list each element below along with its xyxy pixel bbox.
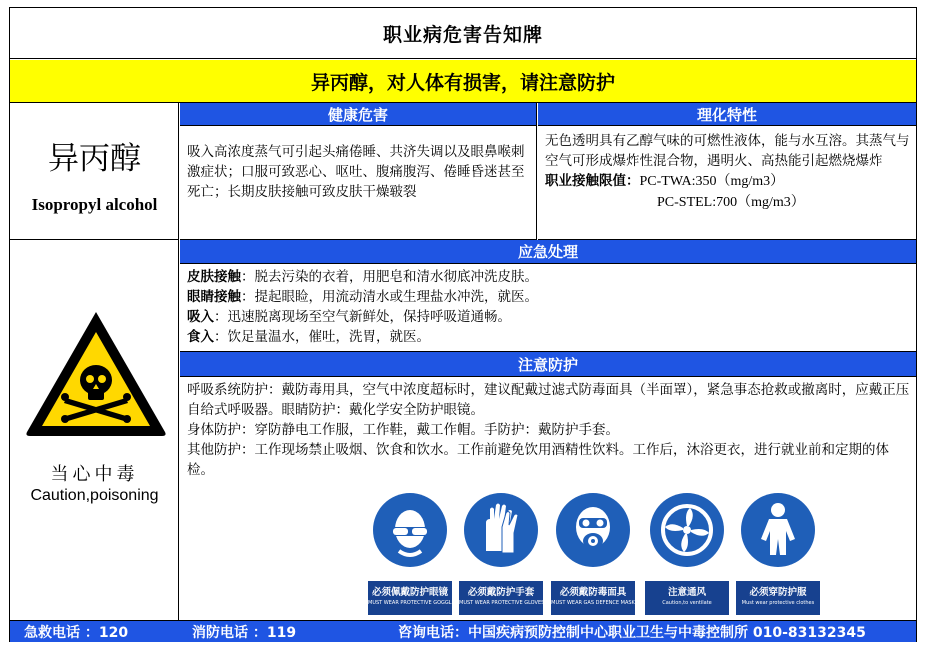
substance-name-cell <box>10 103 179 240</box>
fire-phone: 消防电话 ：119 <box>192 624 297 641</box>
ppe-sign-ventilation: 注意通风 Caution,to ventilate <box>645 493 729 616</box>
ventilation-icon <box>650 493 724 567</box>
health-hazard-header: 健康危害 <box>180 103 537 126</box>
emergency-content <box>180 264 916 352</box>
substance-name-en: Isopropyl alcohol <box>31 195 158 214</box>
health-hazard-text: 吸入高浓度蒸气可引起头痛倦睡、共济失调以及眼鼻喉刺激症状；口服可致恶心、呕吐、腹痛腹泻、倦睡昏迷甚至死亡；长期皮肤接触可致皮肤干燥皲裂 <box>180 126 537 240</box>
physical-properties-text: 无色透明具有乙醇气味的可燃性液体，能与水互溶。其蒸气与空气可形成爆炸性混合物，遇明火、高热能引起燃烧爆炸 <box>545 133 910 169</box>
warning-banner: 异丙醇，对人体有损害，请注意防护 <box>10 60 916 103</box>
emergency-item: 眼睛接触：提起眼睑，用流动清水或生理盐水冲洗，就医。 <box>187 289 538 305</box>
limit-twa: PC-TWA:350（mg/m3） <box>639 174 785 189</box>
gas-mask-icon <box>556 493 630 567</box>
goggles-icon <box>373 493 447 567</box>
ppe-sign-gas-mask: 必须戴防毒面具 MUST WEAR GAS DEFENCE MASK <box>551 493 635 616</box>
first-aid-phone: 急救电话 ：120 <box>24 624 129 641</box>
hazard-sign-cell <box>10 240 179 620</box>
consult-phone: 咨询电话：中国疾病预防控制中心职业卫生与中毒控制所 010-83132345 <box>398 624 866 641</box>
ppe-sign-protective-suit: 必须穿防护服 Must wear protective clothes <box>736 493 820 616</box>
ppe-sign-gloves: 必须戴防护手套 MUST WEAR PROTECTIVE GLOVES <box>459 493 543 616</box>
protection-line: 其他防护：工作现场禁止吸烟、饮食和饮水。工作前避免饮用酒精性饮料。工作后，沐浴更衣，进行就业前和定期的体检。 <box>187 442 889 478</box>
emergency-item: 食入：饮足量温水，催吐，洗胃，就医。 <box>187 329 430 345</box>
physical-properties-cell <box>538 126 916 240</box>
substance-name-cn: 异丙醇 <box>48 141 141 177</box>
protection-content <box>180 377 916 489</box>
protection-header: 注意防护 <box>180 352 916 377</box>
hazard-sign-cn: 当心中毒 <box>50 464 139 485</box>
protection-line: 呼吸系统防护：戴防毒用具，空气中浓度超标时，建议配戴过滤式防毒面具（半面罩），紧急事态抢救或撤离时，应戴正压自给式呼吸器。眼睛防护：戴化学安全防护眼镜。 <box>187 382 910 418</box>
protective-suit-icon <box>741 493 815 567</box>
hazard-sign-en: Caution,poisoning <box>30 487 159 504</box>
limit-stel: PC-STEL:700（mg/m3） <box>657 195 805 210</box>
emergency-header: 应急处理 <box>180 240 916 264</box>
exposure-limit-label: 职业接触限值： <box>545 173 640 189</box>
ppe-sign-goggles: 必须佩戴防护眼镜 MUST WEAR PROTECTIVE GOGGLES <box>368 493 452 616</box>
board-title: 职业病危害告知牌 <box>10 8 916 59</box>
emergency-item: 吸入：迅速脱离现场至空气新鲜处，保持呼吸道通畅。 <box>187 309 511 325</box>
emergency-item: 皮肤接触：脱去污染的衣着，用肥皂和清水彻底冲洗皮肤。 <box>187 269 538 285</box>
gloves-icon <box>464 493 538 567</box>
protection-line: 身体防护：穿防静电工作服，工作鞋，戴工作帽。手防护：戴防护手套。 <box>187 422 619 438</box>
toxic-warning-icon <box>22 306 170 438</box>
physical-properties-header: 理化特性 <box>538 103 916 126</box>
footer-bar <box>10 620 916 642</box>
